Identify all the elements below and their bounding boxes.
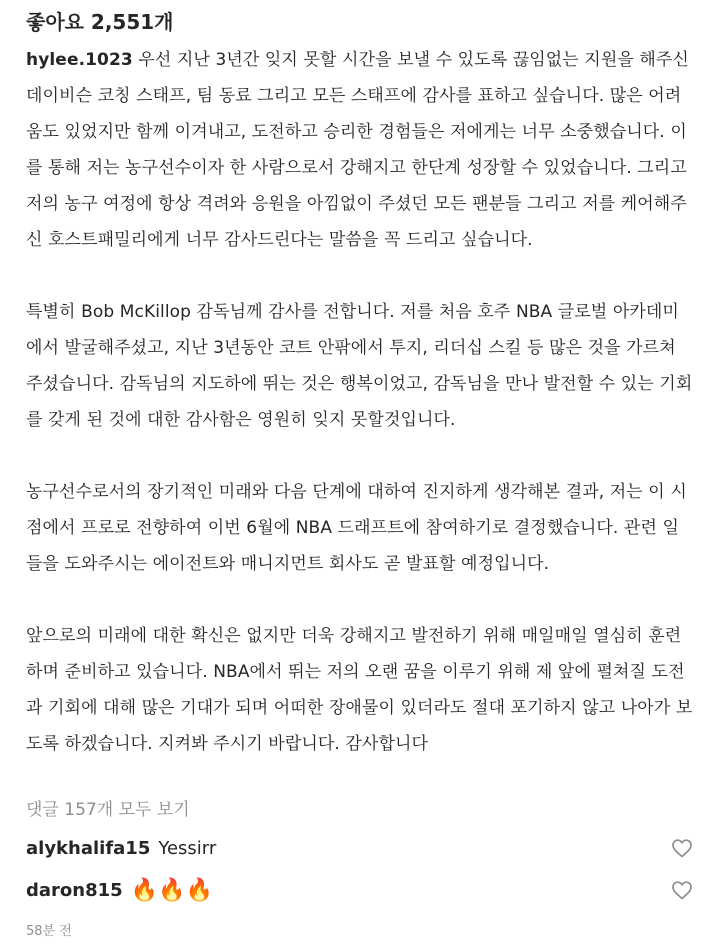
comment-username[interactable]: alykhalifa15: [26, 837, 151, 859]
comment-item: [26, 872, 694, 908]
comment-text: Yessirr: [158, 837, 217, 859]
caption-paragraph-3: 농구선수로서의 장기적인 미래와 다음 단계에 대하여 진지하게 생각해본 결과, 저는 이 시점에서 프로로 전향하여 이번 6월에 NBA 드래프트에 참여하기로 결정했습니다. 관련 일들을 도와주시는 에이전트와 매니지먼트 회사도 곧 발표할 예정입니다.: [26, 482, 687, 574]
post-username[interactable]: hylee.1023: [26, 50, 133, 70]
comment-item: [26, 830, 694, 866]
post-timestamp: 58분 전: [26, 924, 72, 939]
heart-icon[interactable]: [670, 878, 694, 902]
caption-paragraph-4: 앞으로의 미래에 대한 확신은 없지만 더욱 강해지고 발전하기 위해 매일매일 열심히 훈련하며 준비하고 있습니다. NBA에서 뛰는 저의 오랜 꿈을 이루기 위해 제 앞에 펼쳐질 도전과 기회에 대해 많은 기대가 되며 어떠한 장애물이 있더라도 절대 포기하지 않고 나아가 보도록 하겠습니다. 지켜봐 주시기 바랍니다. 감사합니다: [26, 626, 693, 754]
heart-icon[interactable]: [670, 836, 694, 860]
post-caption: [26, 42, 694, 762]
fire-emoji-text: 🔥🔥🔥: [130, 877, 213, 903]
comment-username[interactable]: daron815: [26, 879, 123, 901]
like-count[interactable]: 좋아요 2,551개: [26, 10, 174, 34]
caption-paragraph-1: [26, 42, 694, 258]
caption-text-1: 우선 지난 3년간 잊지 못할 시간을 보낼 수 있도록 끊임없는 지원을 해주신 데이비슨 코칭 스태프, 팀 동료 그리고 모든 스태프에 감사를 표하고 싶습니다. 많은 어려움도 있었지만 함께 이겨내고, 도전하고 승리한 경험들은 저에게는 너무 소중했습니다. 이를 통해 저는 농구선수이자 한 사람으로서 강해지고 한단계 성장할 수 있었습니다. 그리고 저의 농구 여정에 항상 격려와 응원을 아낌없이 주셨던 모든 팬분들 그리고 저를 케어해주신 호스트패밀리에게 너무 감사드린다는 말씀을 꼭 드리고 싶습니다.: [26, 50, 689, 250]
caption-paragraph-2: 특별히 Bob McKillop 감독님께 감사를 전합니다. 저를 처음 호주 NBA 글로벌 아카데미에서 발굴해주셨고, 지난 3년동안 코트 안팎에서 투지, 리더십 스킬 등 많은 것을 가르쳐 주셨습니다. 감독님의 지도하에 뛰는 것은 행복이었고, 감독님을 만나 발전할 수 있는 기회를 갖게 된 것에 대한 감사함은 영원히 잊지 못할것입니다.: [26, 302, 693, 430]
view-all-comments-link[interactable]: 댓글 157개 모두 보기: [26, 800, 190, 820]
